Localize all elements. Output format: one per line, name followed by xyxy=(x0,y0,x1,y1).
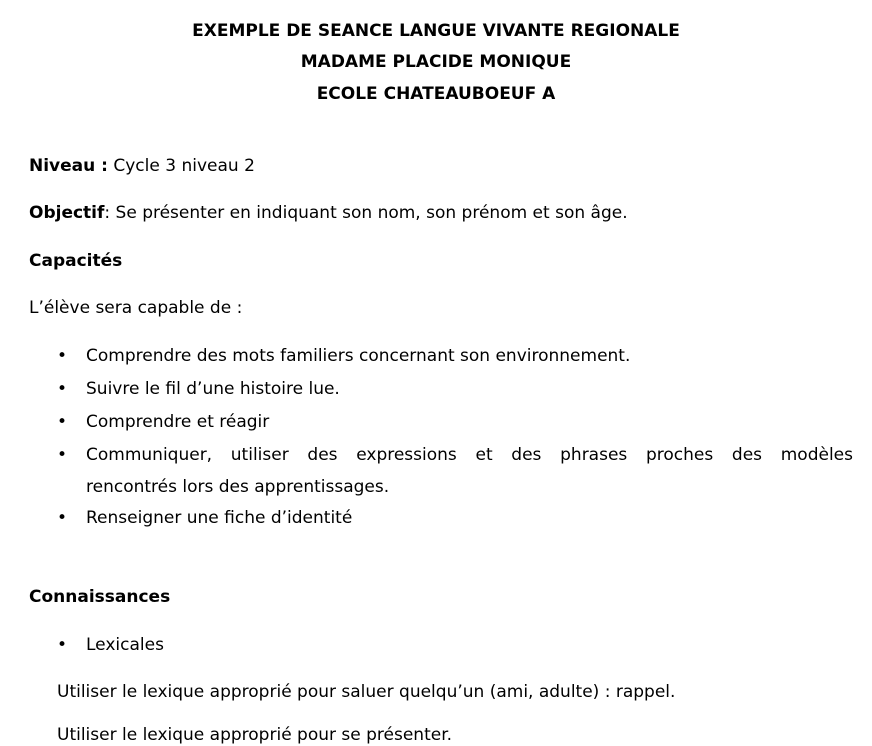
capacites-intro: L’élève sera capable de : xyxy=(29,298,243,318)
list-item-text: Comprendre et réagir xyxy=(86,412,270,432)
bullet-icon: • xyxy=(57,346,68,366)
document-title-line-2: MADAME PLACIDE MONIQUE xyxy=(300,52,572,72)
document-title-line-3: ECOLE CHATEAUBOEUF A xyxy=(316,84,556,104)
niveau-value: Cycle 3 niveau 2 xyxy=(107,156,255,176)
list-item-text: Lexicales xyxy=(86,635,164,655)
niveau-paragraph xyxy=(29,155,255,177)
connaissances-line: Utiliser le lexique approprié pour se présenter. xyxy=(57,725,453,745)
objectif-label: Objectif xyxy=(29,203,105,223)
objectif-paragraph xyxy=(29,202,628,224)
bullet-icon: • xyxy=(57,379,68,399)
connaissances-heading: Connaissances xyxy=(29,587,171,607)
bullet-icon: • xyxy=(57,635,68,655)
list-item-continuation: rencontrés lors des apprentissages. xyxy=(86,477,390,497)
document-title-line-1: EXEMPLE DE SEANCE LANGUE VIVANTE REGIONALE xyxy=(192,21,680,41)
list-item-text: Suivre le fil d’une histoire lue. xyxy=(86,379,340,399)
bullet-icon: • xyxy=(57,508,68,528)
bullet-icon: • xyxy=(57,412,68,432)
objectif-value: : Se présenter en indiquant son nom, son prénom et son âge. xyxy=(104,203,628,223)
list-item-text: Communiquer, utiliser des expressions et des phrases proches des modèles xyxy=(86,445,853,465)
bullet-icon: • xyxy=(57,445,68,465)
list-item-text: Comprendre des mots familiers concernant son environnement. xyxy=(86,346,631,366)
niveau-label: Niveau : xyxy=(29,156,108,176)
capacites-heading: Capacités xyxy=(29,251,123,271)
connaissances-line: Utiliser le lexique approprié pour saluer quelqu’un (ami, adulte) : rappel. xyxy=(57,682,676,702)
list-item-text: Renseigner une fiche d’identité xyxy=(86,508,353,528)
